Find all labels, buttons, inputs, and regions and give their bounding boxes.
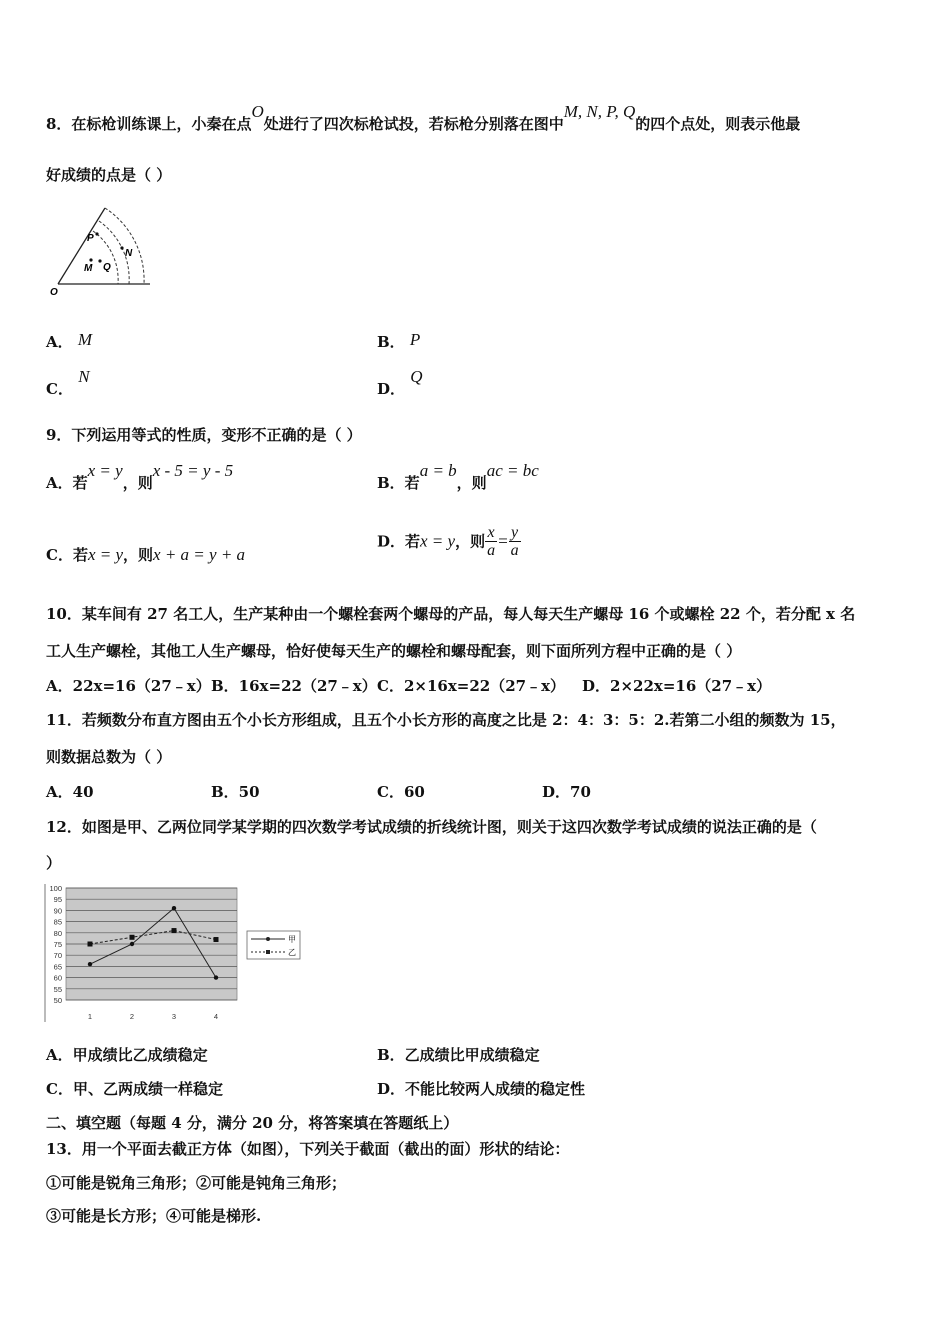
point-yi-4 xyxy=(214,937,219,942)
point-jia-3 xyxy=(172,906,176,910)
point-jia-4 xyxy=(214,975,218,979)
section2-heading: 二、填空题（每题 4 分，满分 20 分，将答案填在答题纸上） xyxy=(46,1114,459,1132)
y-tick-90: 90 xyxy=(53,906,62,916)
legend-label-yi: 乙 xyxy=(288,948,296,957)
q12-option-b[interactable]: B．乙成绩比甲成绩稳定 xyxy=(377,1046,540,1064)
q8-stem-line1: 8．在标枪训练课上，小秦在点O处进行了四次标枪试投，若标枪分别落在图中M, N, P, Q的四个点处，则表示他最 xyxy=(46,102,801,133)
fig-label-p: P xyxy=(87,233,94,244)
q9-option-a[interactable]: A．若x = y，则x - 5 = y - 5 xyxy=(46,461,234,492)
fig-label-q: Q xyxy=(103,262,111,273)
legend-marker-jia xyxy=(266,937,270,941)
point-jia-2 xyxy=(130,942,134,946)
q11-stem-line1: 11．若频数分布直方图由五个小长方形组成，且五个小长方形的高度之比是 2：4：3：5：2.若第二小组的频数为 15， xyxy=(46,711,846,729)
y-tick-100: 100 xyxy=(49,884,62,893)
q8-option-a[interactable]: A． M xyxy=(46,330,93,351)
q12-stem-line2: ） xyxy=(46,854,62,872)
fraction-x-over-a: $\frac{x}{a}$ xyxy=(487,524,496,559)
q10-option-c[interactable]: C．2×16x=22（27﹣x） xyxy=(377,677,566,695)
q9-stem: 9．下列运用等式的性质，变形不正确的是（ ） xyxy=(46,426,362,444)
point-jia-1 xyxy=(88,962,92,966)
q11-option-b[interactable]: B．50 xyxy=(211,783,260,801)
q10-stem-line1: 10．某车间有 27 名工人，生产某种由一个螺栓套两个螺母的产品，每人每天生产螺母 16 个或螺栓 22 个，若分配 x 名 xyxy=(46,605,856,623)
q8-option-b[interactable]: B． P xyxy=(377,330,421,351)
q13-stem-line2: ①可能是锐角三角形；②可能是钝角三角形； xyxy=(46,1174,347,1192)
q12-option-a[interactable]: A．甲成绩比乙成绩稳定 xyxy=(46,1046,208,1064)
fraction-y-over-a: $\frac{y}{a}$ xyxy=(510,524,519,559)
q10-option-b[interactable]: B．16x=22（27﹣x） xyxy=(211,677,377,695)
y-tick-85: 85 xyxy=(53,917,62,927)
q13-stem-line3: ③可能是长方形；④可能是梯形. xyxy=(46,1207,262,1225)
y-tick-65: 65 xyxy=(53,962,62,972)
y-tick-60: 60 xyxy=(53,973,62,983)
points-list: M, N, P, Q xyxy=(563,102,636,121)
point-yi-3 xyxy=(172,928,177,933)
q10-option-d[interactable]: D．2×22x=16（27﹣x） xyxy=(582,677,772,695)
q10-option-a[interactable]: A．22x=16（27﹣x） xyxy=(46,677,211,695)
q10-stem-line2: 工人生产螺栓，其他工人生产螺母，恰好使每天生产的螺栓和螺母配套，则下面所列方程中正确的是（ ） xyxy=(46,642,742,660)
point-yi-1 xyxy=(88,942,93,947)
q9-option-c[interactable]: C．若x = y，则x + a = y + a xyxy=(46,545,246,564)
x-tick-3: 3 xyxy=(171,1012,177,1021)
y-tick-50: 50 xyxy=(53,996,62,1005)
q13-stem-line1: 13．用一个平面去截正方体（如图），下列关于截面（截出的面）形状的结论： xyxy=(46,1140,570,1158)
legend-label-jia: 甲 xyxy=(288,935,296,944)
x-tick-1: 1 xyxy=(87,1012,93,1021)
x-tick-2: 2 xyxy=(129,1012,135,1021)
q9-option-d[interactable]: D．若x = y，则 $\frac{x}{a}$ = $\frac{y}{a}$ xyxy=(377,524,519,559)
y-tick-55: 55 xyxy=(53,984,62,994)
q8-option-d[interactable]: D． Q xyxy=(377,367,423,398)
y-tick-70: 70 xyxy=(53,951,62,961)
y-tick-80: 80 xyxy=(53,928,62,938)
point-o-label: O xyxy=(251,102,264,121)
q12-option-d[interactable]: D．不能比较两人成绩的稳定性 xyxy=(377,1080,586,1098)
fig-label-n: N xyxy=(125,248,133,259)
q12-option-c[interactable]: C．甲、乙两成绩一样稳定 xyxy=(46,1080,223,1098)
q9-option-b[interactable]: B．若a = b，则ac = bc xyxy=(377,461,539,492)
fig-label-m: M xyxy=(84,263,93,274)
x-tick-4: 4 xyxy=(213,1012,219,1021)
q11-stem-line2: 则数据总数为（ ） xyxy=(46,748,172,766)
point-yi-2 xyxy=(130,935,135,940)
q8-javelin-figure xyxy=(46,200,156,300)
legend-marker-yi xyxy=(266,950,270,954)
y-tick-75: 75 xyxy=(53,940,62,949)
q11-option-a[interactable]: A．40 xyxy=(46,783,94,801)
q11-option-d[interactable]: D．70 xyxy=(542,783,591,801)
q12-stem-line1: 12．如图是甲、乙两位同学某学期的四次数学考试成绩的折线统计图，则关于这四次数学考试成绩的说法正确的是（ xyxy=(46,818,817,836)
q11-option-c[interactable]: C．60 xyxy=(377,783,425,801)
score-line-chart xyxy=(42,880,304,1025)
y-tick-95: 95 xyxy=(53,895,62,905)
q8-stem-line2: 好成绩的点是（ ） xyxy=(46,166,172,184)
fig-label-o: O xyxy=(50,287,58,298)
q8-option-c[interactable]: C． N xyxy=(46,367,90,398)
